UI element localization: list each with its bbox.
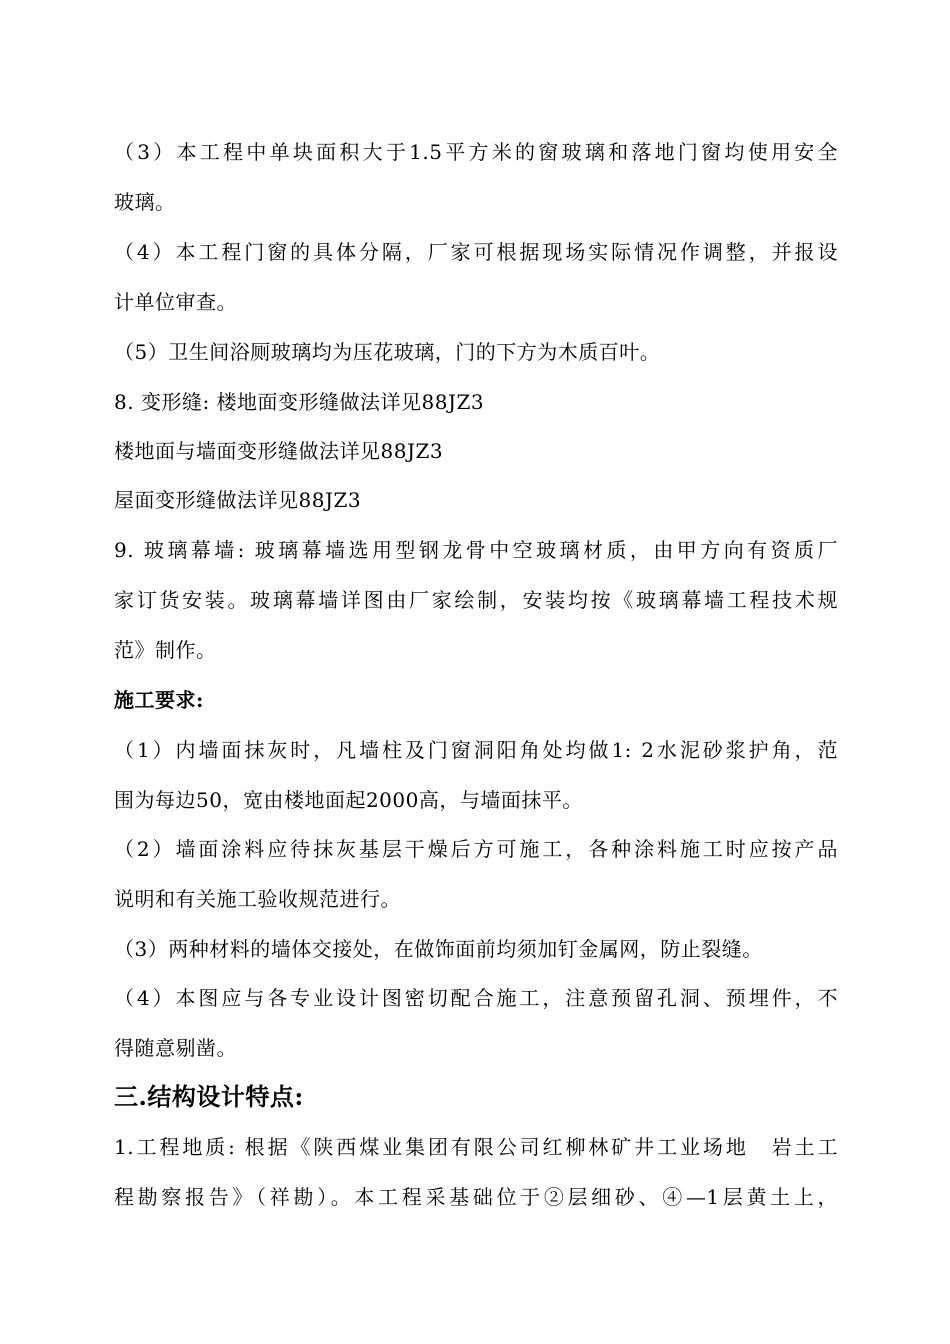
text-line: （3）本工程中单块面积大于1.5平方米的窗玻璃和落地门窗均使用安全 (114, 140, 838, 164)
text-line: 程勘察报告》（祥勘）。本工程采基础位于②层细砂、④—1层黄土上， (114, 1185, 838, 1209)
text-line: 家订货安装。玻璃幕墙详图由厂家绘制，安装均按《玻璃幕墙工程技术规 (114, 588, 838, 612)
text-line: 屋面变形缝做法详见88JZ3 (114, 488, 362, 512)
text-line: 楼地面与墙面变形缝做法详见88JZ3 (114, 439, 444, 463)
text-line: （1）内墙面抹灰时，凡墙柱及门窗洞阳角处均做1: 2水泥砂浆护角，范 (114, 738, 838, 762)
text-line: 说明和有关施工验收规范进行。 (114, 887, 401, 911)
construction-requirements-heading: 施工要求: (114, 688, 204, 712)
text-line: （2）墙面涂料应待抹灰基层干燥后方可施工，各种涂料施工时应按产品 (114, 837, 838, 861)
text-line: 1.工程地质: 根据《陕西煤业集团有限公司红柳林矿井工业场地 岩土工 (114, 1135, 838, 1159)
text-line: 玻璃。 (114, 190, 176, 214)
text-line: 围为每边50，宽由楼地面起2000高，与墙面抹平。 (114, 788, 583, 812)
text-line: 范》制作。 (114, 638, 217, 662)
section-heading: 三.结构设计特点: (114, 1082, 304, 1111)
text-line: 8. 变形缝: 楼地面变形缝做法详见88JZ3 (114, 390, 485, 414)
text-line: （4）本工程门窗的具体分隔，厂家可根据现场实际情况作调整，并报设 (114, 240, 838, 264)
text-line: （3）两种材料的墙体交接处，在做饰面前均须加钉金属网，防止裂缝。 (114, 937, 763, 961)
text-line: （5）卫生间浴厕玻璃均为压花玻璃，门的下方为木质百叶。 (114, 340, 661, 364)
text-line: （4）本图应与各专业设计图密切配合施工，注意预留孔洞、预埋件，不 (114, 986, 838, 1010)
text-line: 计单位审查。 (114, 290, 237, 314)
text-line: 9. 玻璃幕墙: 玻璃幕墙选用型钢龙骨中空玻璃材质，由甲方向有资质厂 (114, 538, 838, 562)
text-line: 得随意剔凿。 (114, 1036, 237, 1060)
